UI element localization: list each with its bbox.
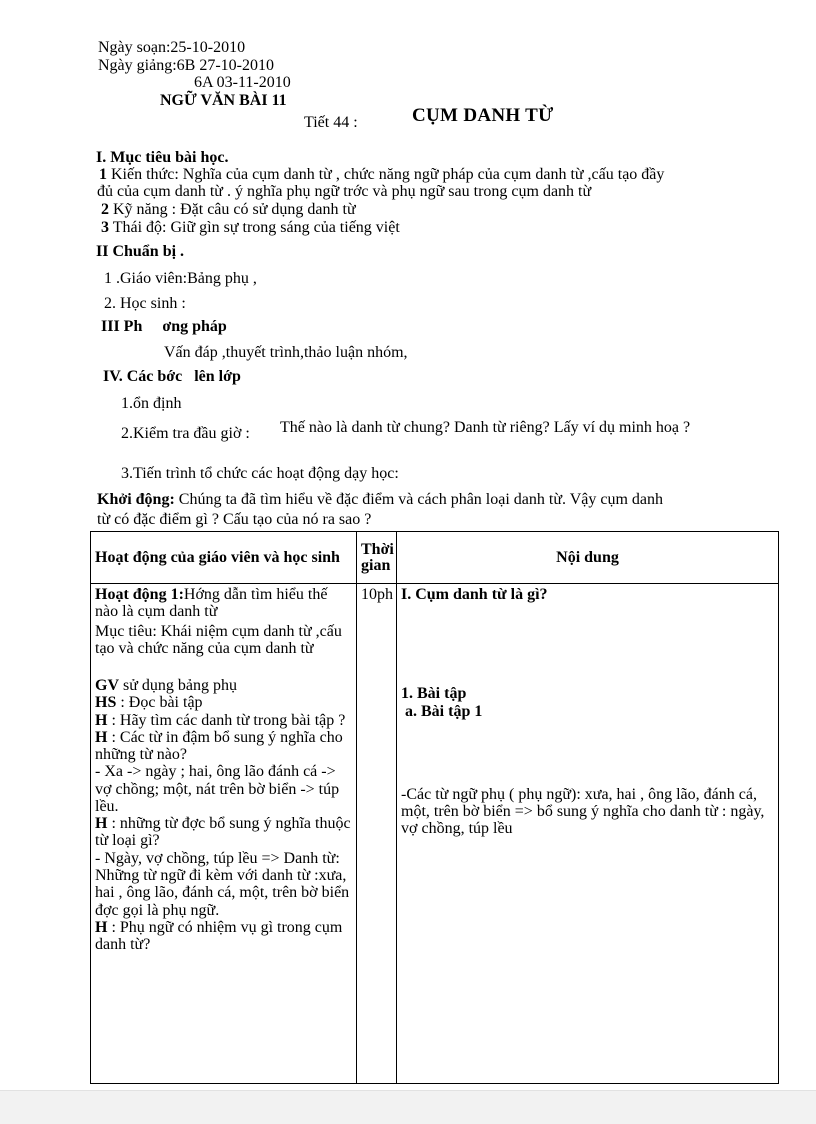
question-2-label: H: [95, 728, 108, 746]
bai-tap-a: a. Bài tập 1: [401, 702, 483, 720]
khoi-dong-line-2: từ có đặc điểm gì ? Cấu tạo của nó ra sao ?: [97, 511, 372, 528]
header-content: Nội dung: [397, 532, 779, 584]
question-2-text: : Các từ in đậm bổ sung ý nghĩa cho những từ nào?: [95, 728, 343, 764]
kien-thuc-number: 1: [99, 166, 107, 183]
khoi-dong: [97, 492, 663, 509]
question-4-label: H: [95, 918, 108, 936]
on-dinh: 1.ổn định: [121, 395, 182, 412]
lesson-number: Tiết 44 :: [304, 114, 358, 131]
page-bottom-bar: [0, 1090, 816, 1124]
kien-thuc-line-2: đủ của cụm danh từ . ý nghĩa phụ ngữ trớc và phụ ngữ sau trong cụm danh từ: [97, 183, 592, 200]
gv-text: sử dụng bảng phụ: [119, 677, 237, 695]
hoc-sinh: 2. Học sinh :: [104, 295, 186, 312]
section-4-heading: IV. Các bớc lên lớp: [103, 368, 241, 385]
hs-text: : Đọc bài tập: [116, 694, 203, 712]
ngay-giang-6a: 6A 03-11-2010: [194, 74, 291, 91]
answer-1: - Xa -> ngày ; hai, ông lão đánh cá -> vợ chồng; một, nát trên bờ biển -> túp lều.: [95, 763, 340, 815]
spacer: [401, 720, 774, 786]
hoat-dong-1: [95, 586, 352, 621]
phu-ngu-explanation: -Các từ ngữ phụ ( phụ ngữ): xưa, hai , ông lão, đánh cá, một, trên bờ biển => bổ sung ý nghĩa cho danh từ : ngày, vợ chồng, túp lều: [401, 785, 765, 838]
header-activities: Hoạt động của giáo viên và học sinh: [91, 532, 357, 584]
phuong-phap-content: Vấn đáp ,thuyết trình,thảo luận nhóm,: [164, 344, 408, 361]
time-cell: 10ph: [357, 584, 397, 1084]
kiem-tra-question: Thế nào là danh từ chung? Danh từ riêng? Lấy ví dụ minh hoạ ?: [280, 419, 691, 436]
hoat-dong-1-text: Hớng dẫn tìm hiểu thế nào là cụm danh từ: [95, 586, 328, 621]
question-1-text: : Hãy tìm các danh từ trong bài tập ?: [107, 711, 346, 729]
thai-do: [101, 220, 400, 237]
question-2: [95, 729, 352, 764]
kien-thuc-line-1: Kiến thức: Nghĩa của cụm danh từ , chức năng ngữ pháp của cụm danh từ ,cấu tạo đầy: [107, 166, 665, 183]
header-time: Thời gian: [357, 532, 397, 584]
question-3-text: : những từ đợc bổ sung ý nghĩa thuộc từ loại gì?: [95, 815, 351, 850]
question-1: [95, 712, 352, 729]
question-3-label: H: [95, 815, 108, 833]
answer-2: - Ngày, vợ chồng, túp lều => Danh từ:: [95, 849, 340, 867]
lesson-title: CỤM DANH TỪ: [412, 105, 554, 126]
table-header-row: [91, 532, 779, 584]
subject-label: NGỮ VĂN BÀI 11: [160, 92, 287, 109]
gv-line: [95, 677, 352, 694]
activities-cell: [91, 584, 357, 1084]
lesson-plan-table: [90, 531, 779, 1084]
content-cell: [397, 584, 779, 1084]
kien-thuc: [99, 167, 664, 184]
answer-3: Những từ ngữ đi kèm với danh từ :xưa, hai , ông lão, đánh cá, một, trên bờ biển đợc gọi là phụ ngữ.: [95, 866, 350, 919]
section-3-heading: III Ph ơng pháp: [101, 318, 227, 335]
tien-trinh: 3.Tiến trình tổ chức các hoạt động dạy học:: [121, 465, 399, 482]
gv-label: GV: [95, 677, 119, 695]
spacer: [95, 657, 352, 677]
question-4: [95, 919, 352, 954]
khoi-dong-label: Khởi động:: [97, 491, 175, 508]
table-row: [91, 584, 779, 1084]
ngay-soan: Ngày soạn:25-10-2010: [98, 39, 246, 56]
muc-tieu: Mục tiêu: Khái niệm cụm danh từ ,cấu tạo và chức năng của cụm danh từ: [95, 622, 342, 657]
spacer: [401, 603, 774, 685]
thai-do-text: Thái độ: Giữ gìn sự trong sáng của tiếng việt: [109, 219, 400, 236]
ky-nang: [101, 202, 356, 219]
thai-do-number: 3: [101, 219, 109, 236]
question-1-label: H: [95, 711, 108, 729]
kiem-tra-label: 2.Kiểm tra đầu giờ :: [121, 425, 250, 442]
question-4-text: : Phụ ngữ có nhiệm vụ gì trong cụm danh từ?: [95, 918, 343, 954]
khoi-dong-line-1: Chúng ta đã tìm hiểu về đặc điểm và cách phân loại danh từ. Vậy cụm danh: [174, 491, 664, 508]
ngay-giang: Ngày giảng:6B 27-10-2010: [98, 57, 274, 74]
hs-label: HS: [95, 694, 117, 712]
bai-tap: 1. Bài tập: [401, 685, 467, 703]
content-heading: I. Cụm danh từ là gì?: [401, 586, 548, 603]
giao-vien: 1 .Giáo viên:Bảng phụ ,: [104, 270, 257, 287]
hs-line: [95, 694, 352, 711]
ky-nang-number: 2: [101, 201, 109, 218]
section-1-heading: I. Mục tiêu bài học.: [96, 149, 229, 166]
hoat-dong-1-label: Hoạt động 1:: [95, 586, 184, 603]
section-2-heading: II Chuẩn bị .: [96, 243, 185, 260]
ky-nang-text: Kỹ năng : Đặt câu có sử dụng danh từ: [109, 201, 356, 218]
question-3: [95, 815, 352, 850]
